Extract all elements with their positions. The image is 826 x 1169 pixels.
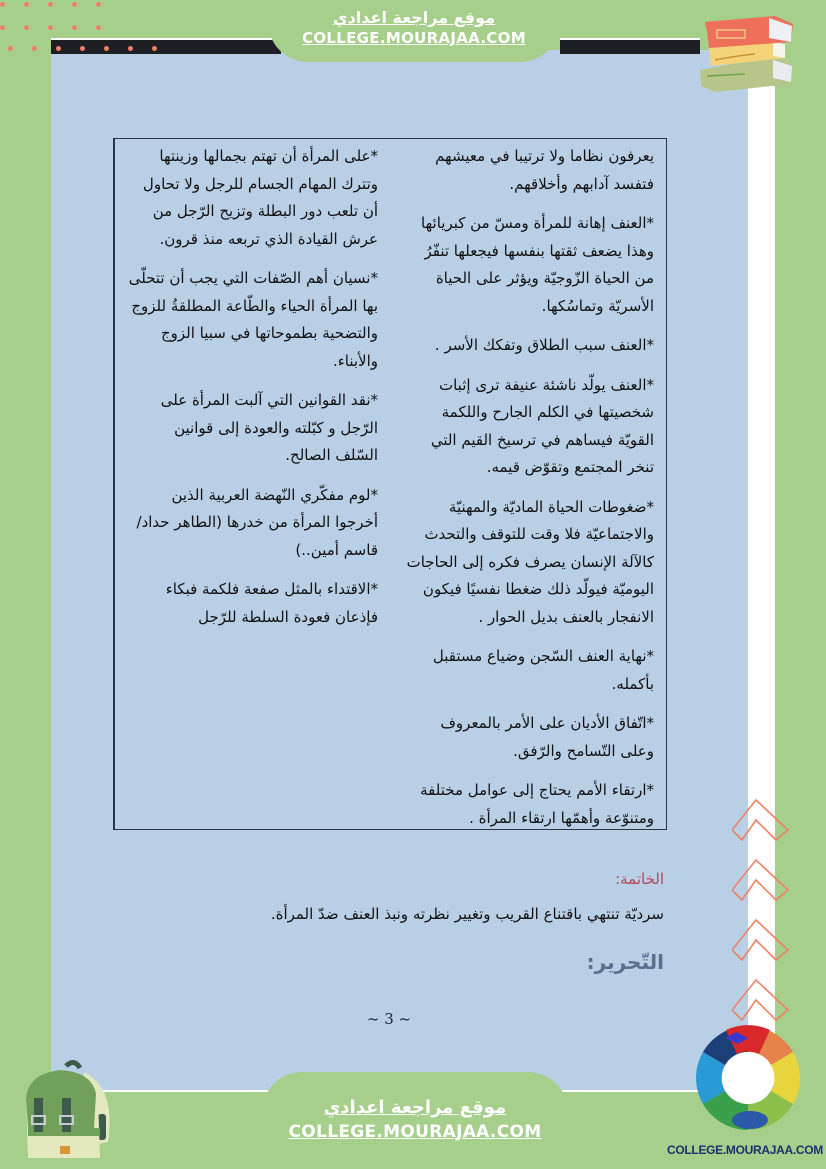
- table-paragraph: *الاقتداء بالمثل صفعة فلكمة فبكاء فإذعان فعودة السلطة للرّجل: [165, 580, 378, 626]
- table-paragraph: *لوم مفكّري النّهضة العربية الذين أخرجوا المرأة من خدرها (الطاهر حداد/قاسم أمين..): [136, 485, 378, 559]
- table-column-right: [114, 139, 390, 829]
- chevron-up-decoration-icon: [732, 790, 802, 1030]
- table-paragraph: *العنف يولّد ناشئة عنيفة ترى إثبات شخصيتها في الكلم الجارح واللكمة القويّة فيساهم في ترسيخ القيم التي تنخر المجتمع وتقوّض قيمه.: [430, 375, 654, 476]
- table-paragraph: *اتّفاق الأديان على الأمر بالمعروف وعلى التّسامح والرّفق.: [440, 714, 654, 760]
- site-url-link[interactable]: COLLEGE.MOURAJAA.COM: [288, 1122, 542, 1142]
- page-number: ~ 3 ~: [366, 1010, 412, 1028]
- subjects-wheel-logo-icon: [694, 1020, 802, 1140]
- table-column-left: [390, 139, 666, 829]
- site-arabic-title[interactable]: موقع مراجعة اعدادي: [332, 8, 496, 27]
- table-paragraph: *على المرأة أن تهتم بجمالها وزينتها وتترك المهام الجسام للرجل ولا تحاول أن تلعب دور البطلة وتزيح الرّجل من عرش القيادة الذي تربعه منذ قرون.: [142, 147, 378, 248]
- closing-heading: الخاتمة:: [615, 870, 664, 888]
- table-paragraph: *العنف إهانة للمرأة ومسّ من كبريائها وهذا يضعف ثقتها بنفسها فيجعلها تنفّرُ من الحياة الزّوجيّة ويؤثر على الحياة الأسريّة وتماسُكها.: [421, 214, 654, 315]
- site-arabic-title[interactable]: موقع مراجعة اعدادي: [323, 1097, 507, 1118]
- closing-text: سرديّة تنتهي باقتناع القريب وتغيير نظرته ونبذ العنف ضدّ المرأة.: [270, 905, 664, 923]
- footer-site-badge[interactable]: [262, 1072, 568, 1169]
- editing-heading: التّحرير:: [586, 950, 664, 974]
- arguments-table: [113, 138, 667, 830]
- header-site-badge[interactable]: [268, 0, 560, 62]
- table-paragraph: يعرفون نظاما ولا ترتيبا في معيشهم فتفسد آدابهم وأخلاقهم.: [435, 147, 654, 193]
- decorative-dots-bar: [8, 46, 168, 54]
- logo-caption: COLLEGE.MOURAJAA.COM: [666, 1143, 823, 1157]
- table-paragraph: *ضغوطات الحياة الماديّة والمهنيّة والاجتماعيّة فلا وقت للتوقف والتحدث كالآلة الإنسان يصرف فكره إلى الحاجات اليوميّة فيولّد ذلك ضغطا نفسيًا فيكون الانفجار بالعنف بديل الحوار .: [406, 497, 654, 626]
- books-stack-icon: [695, 8, 795, 93]
- table-paragraph: *ارتقاء الأمم يحتاج إلى عوامل مختلفة ومتنوّعة وأهمّها ارتقاء المرأة .: [420, 781, 654, 827]
- site-url-link[interactable]: COLLEGE.MOURAJAA.COM: [302, 29, 526, 47]
- backpack-icon: [14, 1058, 114, 1164]
- table-paragraph: *نقد القوانين التي آلبت المرأة على الرّجل و كبّلته والعودة إلى قوانين السّلف الصالح.: [160, 391, 378, 464]
- page-top-bar-right: [560, 38, 700, 54]
- table-paragraph: *العنف سبب الطلاق وتفكك الأسر .: [434, 336, 654, 354]
- table-paragraph: *نسيان أهم الصّفات التي يجب أن تتحلّى بها المرأة الحياء والطّاعة المطلقةُ للزوج والتضحية بطموحاتها في سبيا الزوج والأبناء.: [128, 269, 378, 370]
- table-paragraph: *نهاية العنف السّجن وضياع مستقبل بأكمله.: [432, 647, 654, 693]
